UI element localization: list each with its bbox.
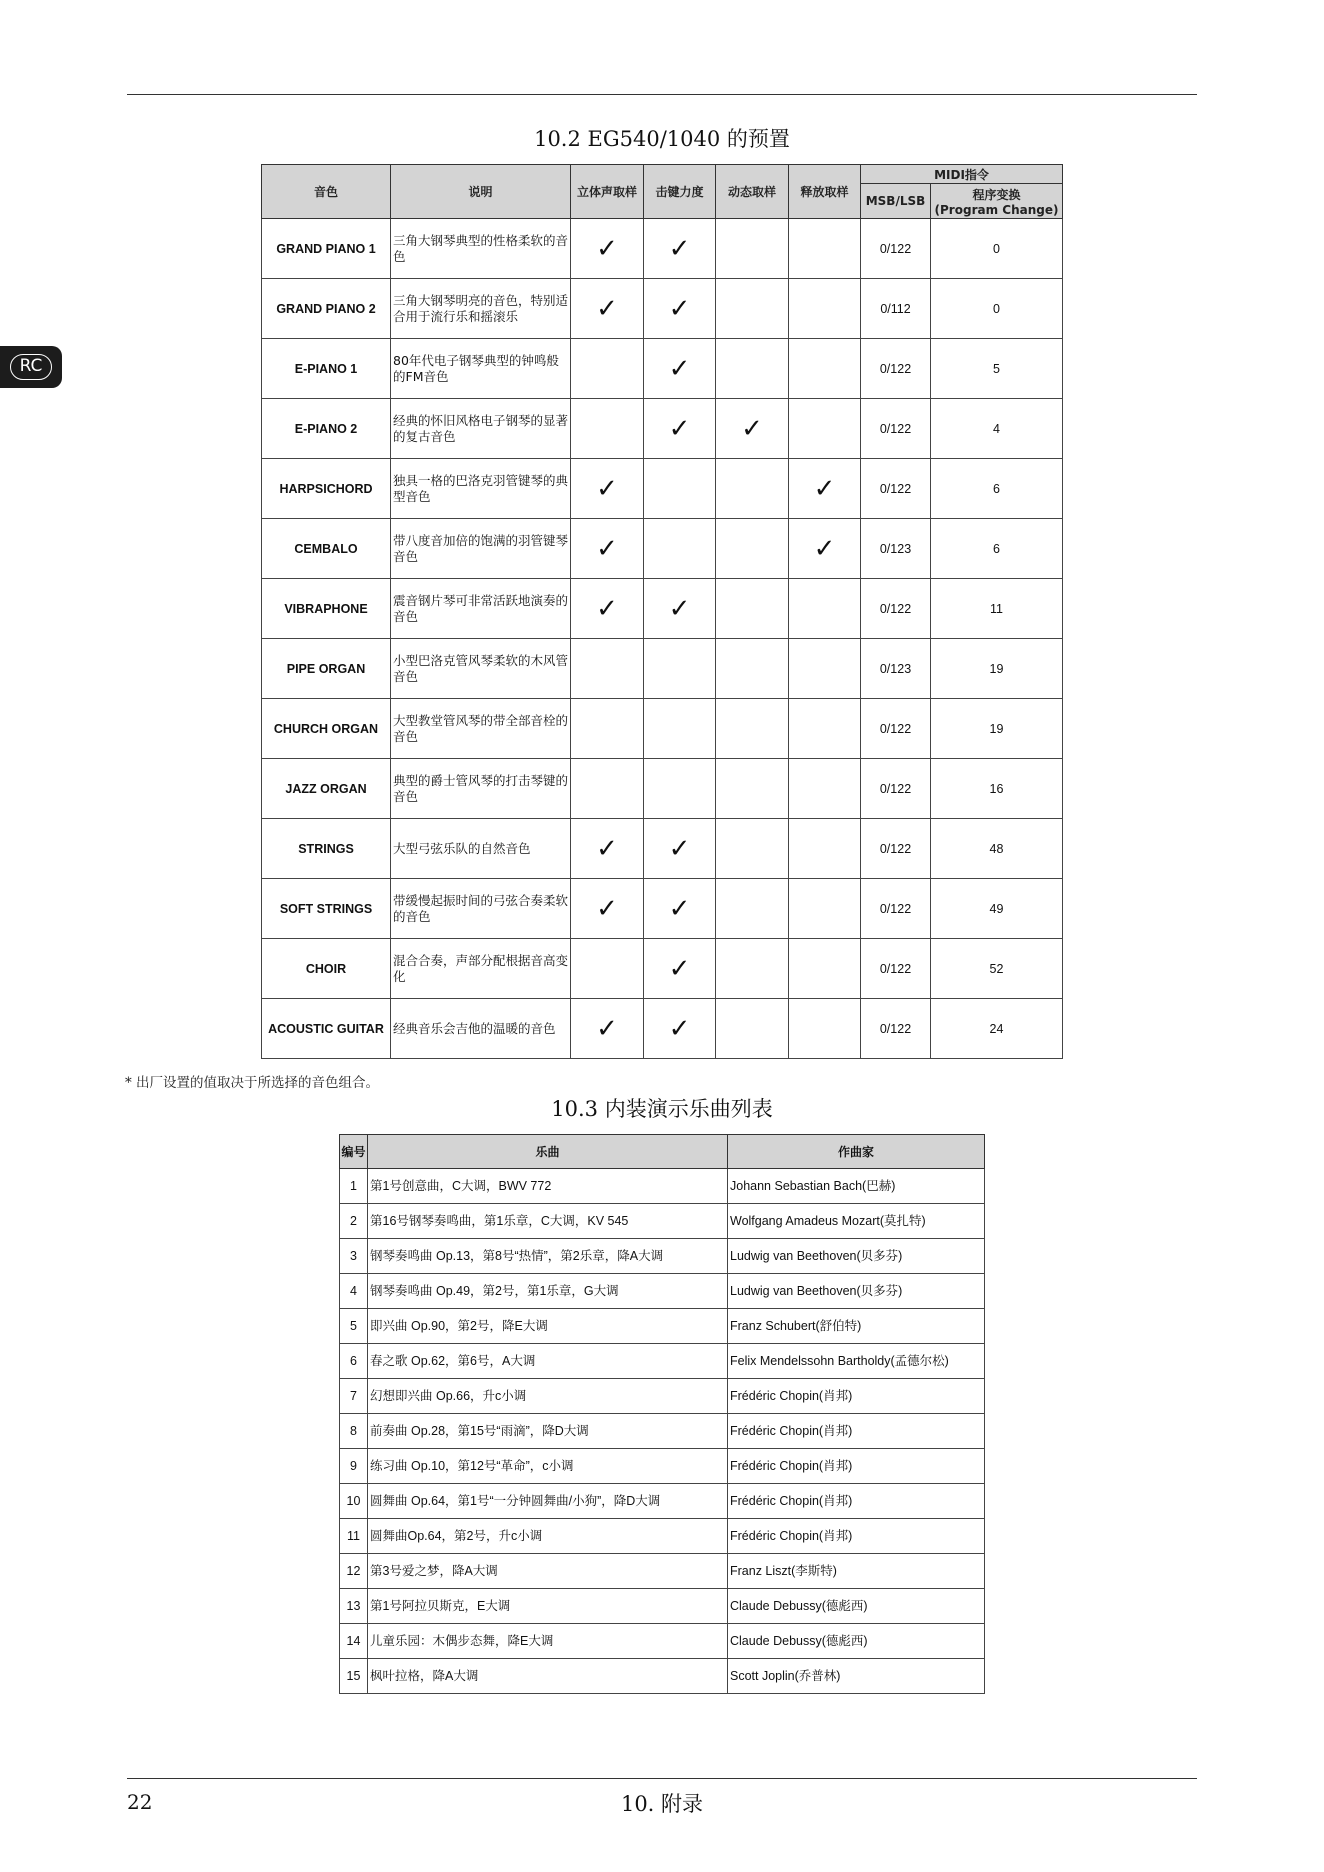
check-mark-icon: ✓ [741, 413, 763, 444]
velocity-cell [644, 639, 716, 699]
header-velocity: 击键力度 [644, 165, 716, 219]
demo-number: 6 [340, 1344, 368, 1379]
demo-composer: Frédéric Chopin(肖邦) [728, 1484, 985, 1519]
demo-piece: 第1号创意曲，C大调，BWV 772 [368, 1169, 728, 1204]
demo-number: 3 [340, 1239, 368, 1274]
msb-lsb-value: 0/122 [861, 459, 931, 519]
msb-lsb-value: 0/122 [861, 999, 931, 1059]
program-change-value: 48 [931, 819, 1063, 879]
stereo-cell [571, 219, 644, 279]
voice-description: 经典的怀旧风格电子钢琴的显著的复古音色 [391, 399, 571, 459]
velocity-cell [644, 219, 716, 279]
demo-row [340, 1484, 985, 1519]
voice-description: 经典音乐会吉他的温暖的音色 [391, 999, 571, 1059]
check-mark-icon: ✓ [596, 473, 618, 504]
check-mark-icon: ✓ [668, 893, 691, 924]
dynamic-cell [716, 459, 789, 519]
msb-lsb-value: 0/122 [861, 939, 931, 999]
bottom-rule [127, 1778, 1197, 1779]
demo-row [340, 1519, 985, 1554]
check-mark-icon: ✓ [596, 1013, 618, 1044]
header-msb-lsb: MSB/LSB [861, 184, 931, 219]
demo-number: 15 [340, 1659, 368, 1694]
demo-piece: 第3号爱之梦，降A大调 [368, 1554, 728, 1589]
release-cell [789, 279, 861, 339]
velocity-cell [644, 759, 716, 819]
check-mark-icon: ✓ [668, 953, 691, 984]
demo-piece: 第1号阿拉贝斯克，E大调 [368, 1589, 728, 1624]
demo-table-body [340, 1169, 985, 1694]
header-stereo: 立体声取样 [571, 165, 644, 219]
dynamic-cell [716, 699, 789, 759]
stereo-cell [571, 639, 644, 699]
stereo-cell [571, 339, 644, 399]
footnote: * 出厂设置的值取决于所选择的音色组合。 [125, 1075, 380, 1091]
preset-table-body [262, 219, 1063, 1059]
demo-row [340, 1449, 985, 1484]
program-change-value: 0 [931, 279, 1063, 339]
velocity-cell [644, 579, 716, 639]
stereo-cell [571, 519, 644, 579]
demo-number: 8 [340, 1414, 368, 1449]
voice-description: 三角大钢琴典型的性格柔软的音色 [391, 219, 571, 279]
demo-composer: Wolfgang Amadeus Mozart(莫扎特) [728, 1204, 985, 1239]
voice-name: CHOIR [262, 939, 391, 999]
voice-description: 大型弓弦乐队的自然音色 [391, 819, 571, 879]
voice-name: SOFT STRINGS [262, 879, 391, 939]
preset-row [262, 579, 1063, 639]
demo-composer: Claude Debussy(德彪西) [728, 1624, 985, 1659]
demo-row [340, 1414, 985, 1449]
program-change-value: 19 [931, 699, 1063, 759]
page-number: 22 [127, 1790, 153, 1814]
msb-lsb-value: 0/122 [861, 399, 931, 459]
release-cell [789, 519, 861, 579]
check-mark-icon: ✓ [668, 593, 691, 624]
release-cell [789, 879, 861, 939]
stereo-cell [571, 579, 644, 639]
check-mark-icon: ✓ [596, 533, 618, 564]
program-change-value: 6 [931, 519, 1063, 579]
voice-name: E-PIANO 2 [262, 399, 391, 459]
dynamic-cell [716, 399, 789, 459]
release-cell [789, 639, 861, 699]
demo-composer: Ludwig van Beethoven(贝多芬) [728, 1274, 985, 1309]
side-tab-label: RC [10, 354, 52, 380]
velocity-cell [644, 279, 716, 339]
msb-lsb-value: 0/112 [861, 279, 931, 339]
dynamic-cell [716, 639, 789, 699]
dynamic-cell [716, 879, 789, 939]
release-cell [789, 219, 861, 279]
demo-row [340, 1169, 985, 1204]
voice-name: JAZZ ORGAN [262, 759, 391, 819]
preset-row [262, 819, 1063, 879]
demo-number: 7 [340, 1379, 368, 1414]
demo-composer: Frédéric Chopin(肖邦) [728, 1449, 985, 1484]
demo-number: 5 [340, 1309, 368, 1344]
header-release: 释放取样 [789, 165, 861, 219]
program-change-value: 4 [931, 399, 1063, 459]
velocity-cell [644, 459, 716, 519]
program-change-value: 16 [931, 759, 1063, 819]
stereo-cell [571, 939, 644, 999]
preset-row [262, 459, 1063, 519]
dynamic-cell [716, 759, 789, 819]
release-cell [789, 459, 861, 519]
velocity-cell [644, 519, 716, 579]
release-cell [789, 699, 861, 759]
top-rule [127, 94, 1197, 95]
dynamic-cell [716, 579, 789, 639]
demo-number: 14 [340, 1624, 368, 1659]
msb-lsb-value: 0/122 [861, 819, 931, 879]
demo-composer: Frédéric Chopin(肖邦) [728, 1379, 985, 1414]
demo-composer: Frédéric Chopin(肖邦) [728, 1414, 985, 1449]
header-program-change-en: (Program Change) [934, 202, 1059, 217]
program-change-value: 0 [931, 219, 1063, 279]
release-cell [789, 759, 861, 819]
dynamic-cell [716, 339, 789, 399]
voice-name: VIBRAPHONE [262, 579, 391, 639]
header-description: 说明 [391, 165, 571, 219]
demo-row [340, 1659, 985, 1694]
release-cell [789, 939, 861, 999]
demo-piece: 儿童乐园：木偶步态舞，降E大调 [368, 1624, 728, 1659]
demo-piece: 练习曲 Op.10，第12号“革命”，c小调 [368, 1449, 728, 1484]
demo-section-title: 10.3 内装演示乐曲列表 [551, 1097, 773, 1121]
velocity-cell [644, 339, 716, 399]
demo-composer: Scott Joplin(乔普林) [728, 1659, 985, 1694]
voice-description: 典型的爵士管风琴的打击琴键的音色 [391, 759, 571, 819]
demo-row [340, 1344, 985, 1379]
voice-name: GRAND PIANO 2 [262, 279, 391, 339]
msb-lsb-value: 0/122 [861, 759, 931, 819]
dynamic-cell [716, 819, 789, 879]
msb-lsb-value: 0/122 [861, 219, 931, 279]
stereo-cell [571, 279, 644, 339]
dynamic-cell [716, 219, 789, 279]
voice-description: 大型教堂管风琴的带全部音栓的音色 [391, 699, 571, 759]
program-change-value: 24 [931, 999, 1063, 1059]
preset-row [262, 939, 1063, 999]
program-change-value: 49 [931, 879, 1063, 939]
program-change-value: 5 [931, 339, 1063, 399]
demo-number: 10 [340, 1484, 368, 1519]
voice-description: 混合合奏，声部分配根据音高变化 [391, 939, 571, 999]
velocity-cell [644, 939, 716, 999]
check-mark-icon: ✓ [668, 233, 691, 264]
velocity-cell [644, 879, 716, 939]
demo-piece: 第16号钢琴奏鸣曲，第1乐章，C大调，KV 545 [368, 1204, 728, 1239]
voice-description: 震音钢片琴可非常活跃地演奏的音色 [391, 579, 571, 639]
demo-table [339, 1134, 985, 1694]
msb-lsb-value: 0/123 [861, 639, 931, 699]
demo-number: 11 [340, 1519, 368, 1554]
voice-description: 带缓慢起振时间的弓弦合奏柔软的音色 [391, 879, 571, 939]
demo-number: 12 [340, 1554, 368, 1589]
header-composer: 作曲家 [728, 1135, 985, 1169]
program-change-value: 19 [931, 639, 1063, 699]
preset-row [262, 699, 1063, 759]
stereo-cell [571, 759, 644, 819]
voice-description: 三角大钢琴明亮的音色，特别适合用于流行乐和摇滚乐 [391, 279, 571, 339]
velocity-cell [644, 819, 716, 879]
demo-row [340, 1239, 985, 1274]
dynamic-cell [716, 279, 789, 339]
dynamic-cell [716, 939, 789, 999]
preset-row [262, 219, 1063, 279]
voice-description: 独具一格的巴洛克羽管键琴的典型音色 [391, 459, 571, 519]
msb-lsb-value: 0/122 [861, 879, 931, 939]
stereo-cell [571, 879, 644, 939]
check-mark-icon: ✓ [596, 893, 618, 924]
preset-row [262, 759, 1063, 819]
program-change-value: 11 [931, 579, 1063, 639]
release-cell [789, 819, 861, 879]
demo-piece: 枫叶拉格，降A大调 [368, 1659, 728, 1694]
voice-name: STRINGS [262, 819, 391, 879]
demo-piece: 即兴曲 Op.90，第2号，降E大调 [368, 1309, 728, 1344]
velocity-cell [644, 699, 716, 759]
demo-composer: Franz Schubert(舒伯特) [728, 1309, 985, 1344]
voice-name: GRAND PIANO 1 [262, 219, 391, 279]
demo-number: 9 [340, 1449, 368, 1484]
preset-row [262, 999, 1063, 1059]
footer-section: 10. 附录 [620, 1792, 704, 1816]
stereo-cell [571, 459, 644, 519]
demo-row [340, 1379, 985, 1414]
demo-composer: Frédéric Chopin(肖邦) [728, 1519, 985, 1554]
demo-row [340, 1624, 985, 1659]
velocity-cell [644, 399, 716, 459]
demo-row [340, 1309, 985, 1344]
demo-composer: Ludwig van Beethoven(贝多芬) [728, 1239, 985, 1274]
msb-lsb-value: 0/122 [861, 339, 931, 399]
demo-number: 1 [340, 1169, 368, 1204]
check-mark-icon: ✓ [668, 293, 691, 324]
preset-row [262, 279, 1063, 339]
header-program-change-zh: 程序变换 [972, 187, 1021, 202]
preset-row [262, 519, 1063, 579]
demo-number: 4 [340, 1274, 368, 1309]
check-mark-icon: ✓ [596, 293, 618, 324]
check-mark-icon: ✓ [596, 593, 618, 624]
check-mark-icon: ✓ [596, 833, 618, 864]
velocity-cell [644, 999, 716, 1059]
stereo-cell [571, 999, 644, 1059]
release-cell [789, 999, 861, 1059]
dynamic-cell [716, 519, 789, 579]
check-mark-icon: ✓ [813, 473, 836, 504]
demo-piece: 春之歌 Op.62，第6号，A大调 [368, 1344, 728, 1379]
check-mark-icon: ✓ [813, 533, 836, 564]
header-program-change [931, 184, 1063, 219]
check-mark-icon: ✓ [668, 353, 691, 384]
demo-piece: 前奏曲 Op.28，第15号“雨滴”，降D大调 [368, 1414, 728, 1449]
voice-name: PIPE ORGAN [262, 639, 391, 699]
side-tab [0, 346, 62, 388]
demo-composer: Claude Debussy(德彪西) [728, 1589, 985, 1624]
release-cell [789, 399, 861, 459]
voice-name: CEMBALO [262, 519, 391, 579]
voice-description: 80年代电子钢琴典型的钟鸣般的FM音色 [391, 339, 571, 399]
voice-name: HARPSICHORD [262, 459, 391, 519]
demo-composer: Felix Mendelssohn Bartholdy(孟德尔松) [728, 1344, 985, 1379]
preset-section-title: 10.2 EG540/1040 的预置 [534, 127, 790, 151]
program-change-value: 52 [931, 939, 1063, 999]
msb-lsb-value: 0/123 [861, 519, 931, 579]
demo-number: 2 [340, 1204, 368, 1239]
stereo-cell [571, 399, 644, 459]
demo-piece: 圆舞曲Op.64，第2号，升c小调 [368, 1519, 728, 1554]
preset-row [262, 639, 1063, 699]
check-mark-icon: ✓ [668, 1013, 691, 1044]
preset-table [261, 164, 1063, 1059]
demo-composer: Franz Liszt(李斯特) [728, 1554, 985, 1589]
header-dynamic: 动态取样 [716, 165, 789, 219]
voice-description: 带八度音加倍的饱满的羽管键琴音色 [391, 519, 571, 579]
dynamic-cell [716, 999, 789, 1059]
preset-row [262, 879, 1063, 939]
program-change-value: 6 [931, 459, 1063, 519]
preset-row [262, 339, 1063, 399]
release-cell [789, 339, 861, 399]
check-mark-icon: ✓ [668, 833, 691, 864]
demo-piece: 圆舞曲 Op.64，第1号“一分钟圆舞曲/小狗”，降D大调 [368, 1484, 728, 1519]
header-no: 编号 [340, 1135, 368, 1169]
header-piece: 乐曲 [368, 1135, 728, 1169]
preset-row [262, 399, 1063, 459]
msb-lsb-value: 0/122 [861, 699, 931, 759]
demo-piece: 幻想即兴曲 Op.66，升c小调 [368, 1379, 728, 1414]
voice-name: CHURCH ORGAN [262, 699, 391, 759]
release-cell [789, 579, 861, 639]
voice-name: ACOUSTIC GUITAR [262, 999, 391, 1059]
demo-piece: 钢琴奏鸣曲 Op.49，第2号，第1乐章，G大调 [368, 1274, 728, 1309]
msb-lsb-value: 0/122 [861, 579, 931, 639]
demo-row [340, 1274, 985, 1309]
demo-row [340, 1589, 985, 1624]
demo-row [340, 1204, 985, 1239]
demo-piece: 钢琴奏鸣曲 Op.13，第8号“热情”，第2乐章，降A大调 [368, 1239, 728, 1274]
check-mark-icon: ✓ [668, 413, 691, 444]
voice-description: 小型巴洛克管风琴柔软的木风管音色 [391, 639, 571, 699]
demo-row [340, 1554, 985, 1589]
header-midi: MIDI指令 [861, 165, 1063, 184]
stereo-cell [571, 819, 644, 879]
demo-number: 13 [340, 1589, 368, 1624]
demo-composer: Johann Sebastian Bach(巴赫) [728, 1169, 985, 1204]
stereo-cell [571, 699, 644, 759]
check-mark-icon: ✓ [596, 233, 618, 264]
header-voice: 音色 [262, 165, 391, 219]
voice-name: E-PIANO 1 [262, 339, 391, 399]
